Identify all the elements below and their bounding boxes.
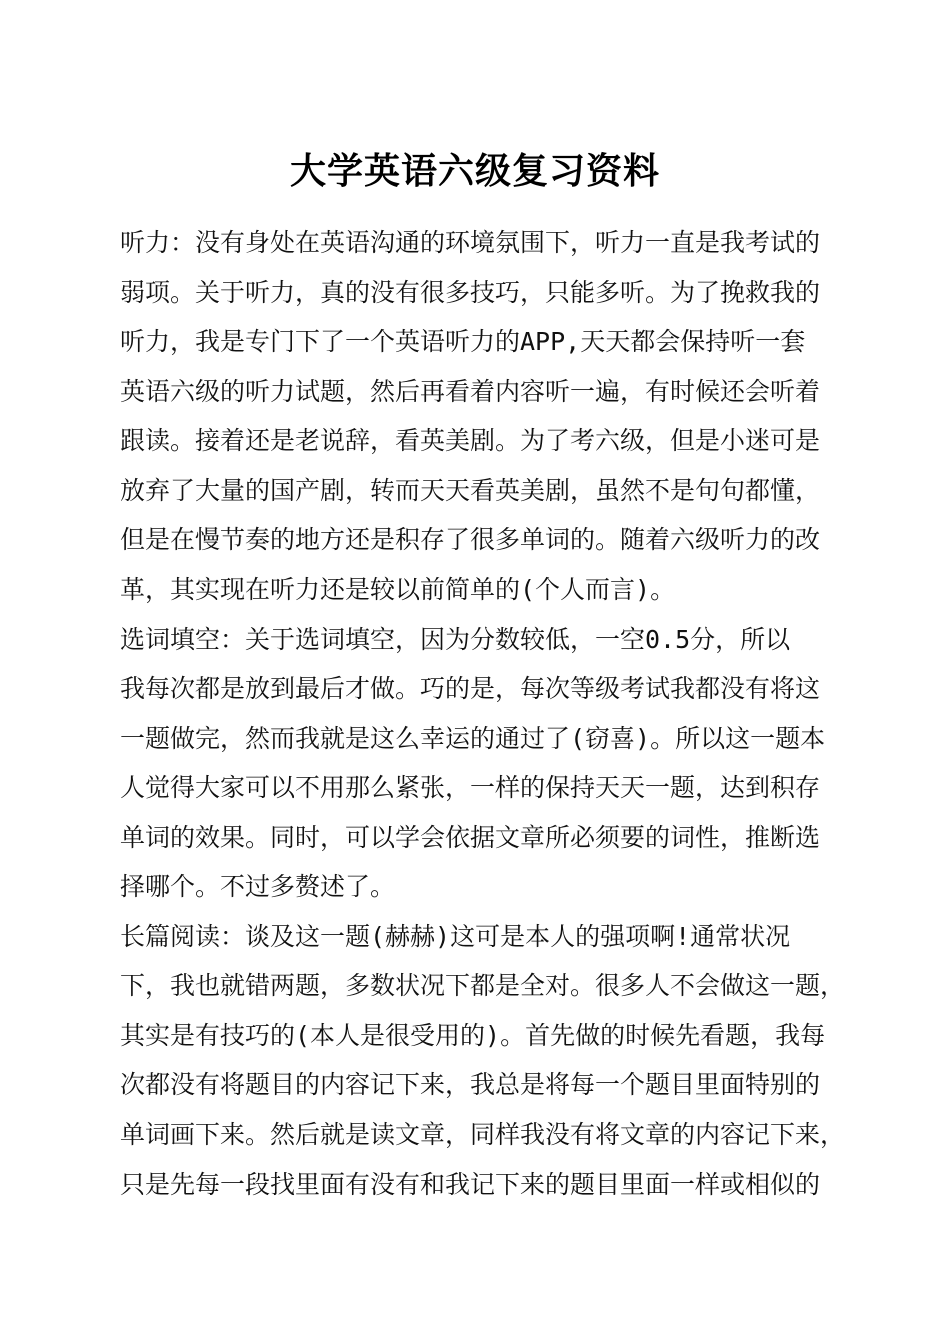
- text-line: 其实是有技巧的(本人是很受用的)。首先做的时候先看题，我每: [120, 1021, 826, 1050]
- text-line: 下，我也就错两题，多数状况下都是全对。很多人不会做这一题，: [120, 971, 846, 1000]
- text-line: 但是在慢节奏的地方还是积存了很多单词的。随着六级听力的改: [120, 525, 821, 554]
- text-line: 英语六级的听力试题，然后再看着内容听一遍，有时候还会听着: [120, 377, 821, 406]
- text-line: 跟读。接着还是老说辞，看英美剧。为了考六级，但是小迷可是: [120, 426, 821, 455]
- text-line: 选词填空：关于选词填空，因为分数较低，一空0.5分，所以: [120, 625, 791, 654]
- text-line: 只是先每一段找里面有没有和我记下来的题目里面一样或相似的: [120, 1170, 821, 1199]
- document-title: 大学英语六级复习资料: [289, 150, 660, 192]
- text-line: 我每次都是放到最后才做。巧的是，每次等级考试我都没有将这: [120, 674, 821, 703]
- text-line: 弱项。关于听力，真的没有很多技巧，只能多听。为了挽救我的: [120, 278, 821, 307]
- text-line: 听力：没有身处在英语沟通的环境氛围下，听力一直是我考试的: [120, 228, 821, 257]
- text-line: 择哪个。不过多赘述了。: [120, 872, 396, 901]
- text-line: 听力，我是专门下了一个英语听力的APP,天天都会保持听一套: [120, 327, 806, 356]
- text-line: 次都没有将题目的内容记下来，我总是将每一个题目里面特别的: [120, 1070, 821, 1099]
- text-line: 人觉得大家可以不用那么紧张，一样的保持天天一题，达到积存: [120, 773, 821, 802]
- text-line: 一题做完，然而我就是这么幸运的通过了(窃喜)。所以这一题本: [120, 724, 826, 753]
- text-line: 放弃了大量的国产剧，转而天天看英美剧，虽然不是句句都懂，: [120, 476, 821, 505]
- text-line: 单词的效果。同时，可以学会依据文章所必须要的词性，推断选: [120, 823, 821, 852]
- text-line: 革，其实现在听力还是较以前简单的(个人而言)。: [120, 575, 676, 604]
- text-line: 单词画下来。然后就是读文章，同样我没有将文章的内容记下来，: [120, 1120, 846, 1149]
- text-line: 长篇阅读：谈及这一题(赫赫)这可是本人的强项啊!通常状况: [120, 922, 791, 951]
